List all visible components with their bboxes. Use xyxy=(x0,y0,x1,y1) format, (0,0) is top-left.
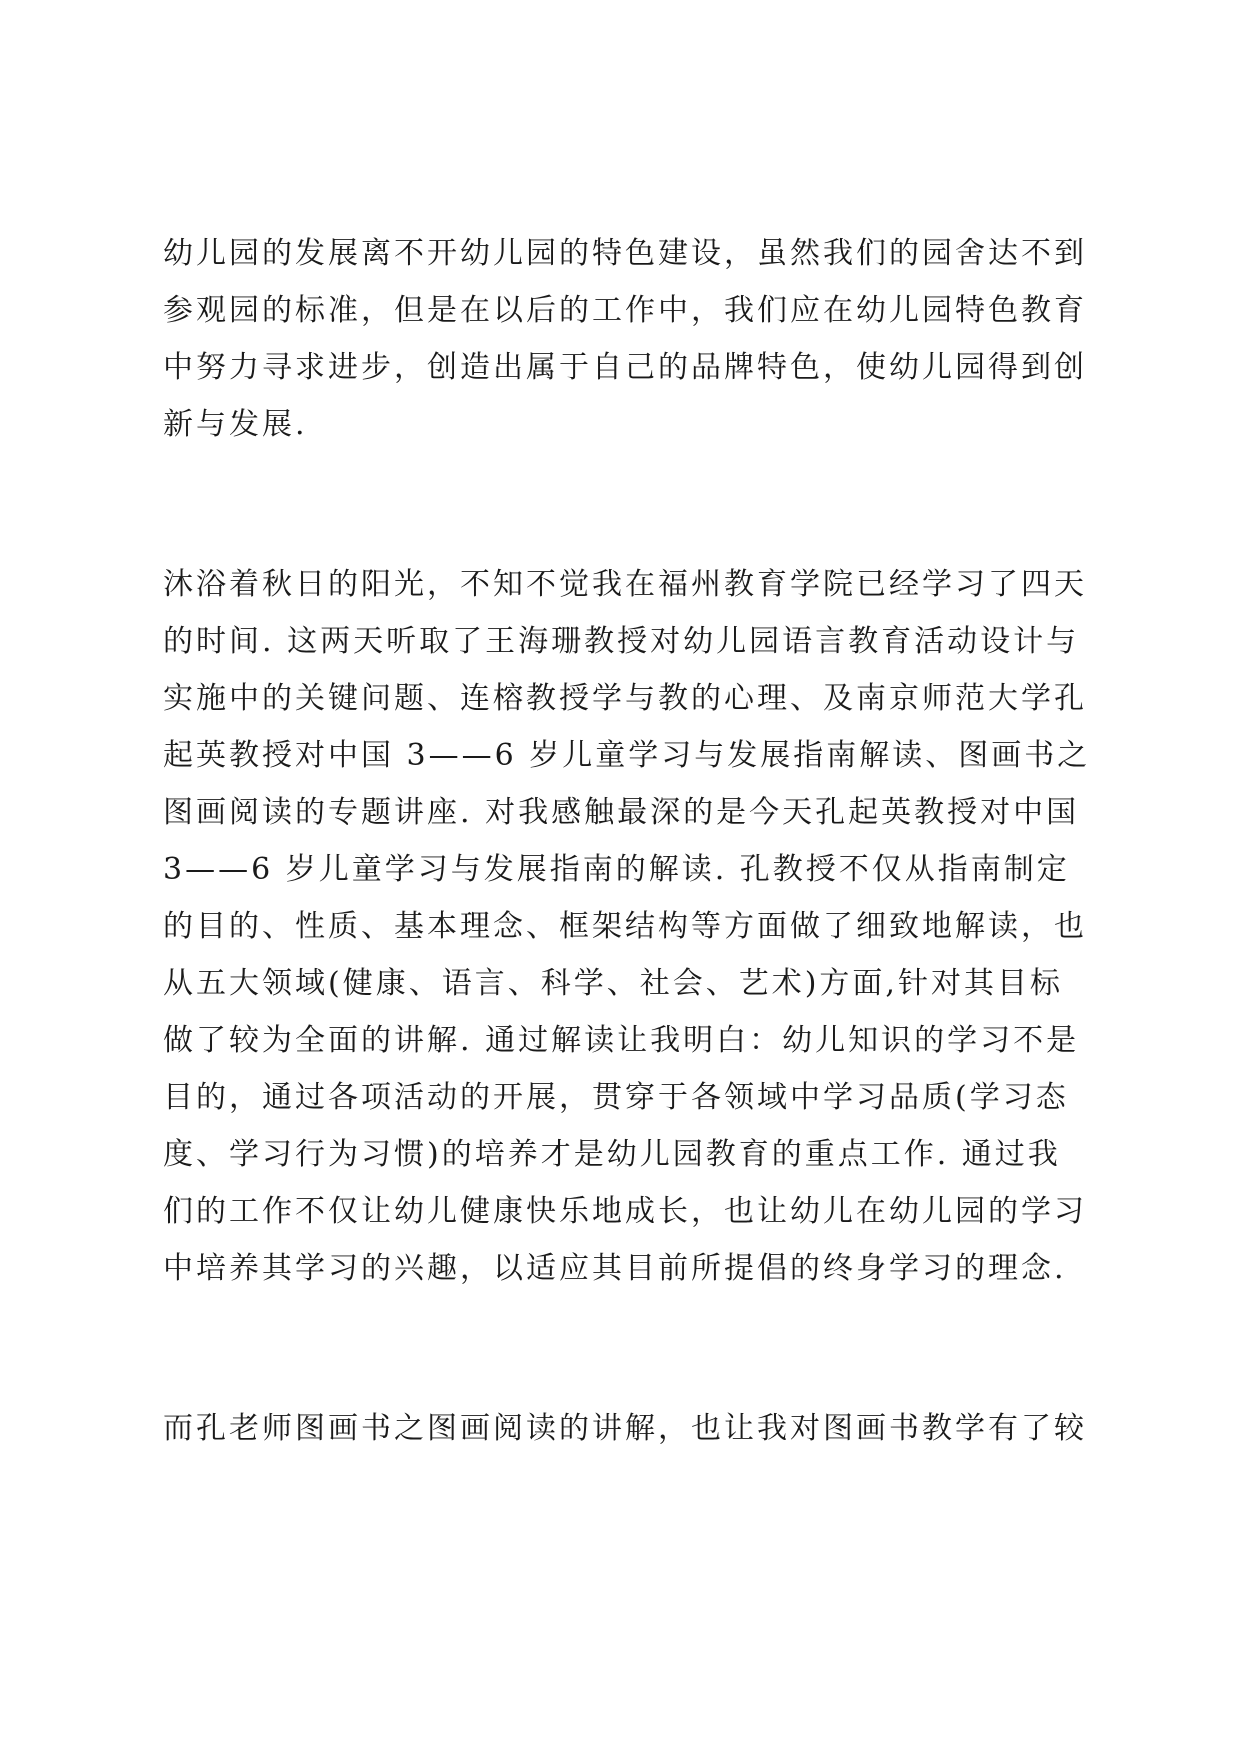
text-line: 3——6 岁儿童学习与发展指南的解读. 孔教授不仅从指南制定 xyxy=(163,852,1070,887)
text-line: 从五大领域(健康、语言、科学、社会、艺术)方面,针对其目标 xyxy=(163,966,1063,1001)
text-line: 新与发展. xyxy=(163,407,308,442)
text-line: 的目的、性质、基本理念、框架结构等方面做了细致地解读，也 xyxy=(163,909,1087,944)
text-line: 实施中的关键问题、连榕教授学与教的心理、及南京师范大学孔 xyxy=(163,681,1087,716)
text-line: 的时间. 这两天听取了王海珊教授对幼儿园语言教育活动设计与 xyxy=(163,624,1080,659)
text-line: 图画阅读的专题讲座. 对我感触最深的是今天孔起英教授对中国 xyxy=(163,795,1080,830)
paragraph-2 xyxy=(163,556,1093,1297)
paragraph-spacer xyxy=(163,453,1093,556)
text-line: 幼儿园的发展离不开幼儿园的特色建设，虽然我们的园舍达不到 xyxy=(163,236,1087,271)
paragraph-1 xyxy=(163,225,1093,453)
paragraph-spacer xyxy=(163,1297,1093,1400)
text-line: 起英教授对中国 3——6 岁儿童学习与发展指南解读、图画书之 xyxy=(163,738,1091,773)
text-line: 们的工作不仅让幼儿健康快乐地成长，也让幼儿在幼儿园的学习 xyxy=(163,1194,1087,1229)
paragraph-3 xyxy=(163,1400,1093,1457)
text-line: 做了较为全面的讲解. 通过解读让我明白：幼儿知识的学习不是 xyxy=(163,1023,1080,1058)
text-line: 中努力寻求进步，创造出属于自己的品牌特色，使幼儿园得到创 xyxy=(163,350,1087,385)
text-line: 参观园的标准，但是在以后的工作中，我们应在幼儿园特色教育 xyxy=(163,293,1087,328)
text-line: 中培养其学习的兴趣，以适应其目前所提倡的终身学习的理念. xyxy=(163,1251,1067,1286)
text-line: 而孔老师图画书之图画阅读的讲解，也让我对图画书教学有了较 xyxy=(163,1411,1087,1446)
text-line: 目的，通过各项活动的开展，贯穿于各领域中学习品质(学习态 xyxy=(163,1080,1069,1115)
document-body xyxy=(163,225,1093,1457)
text-line: 度、学习行为习惯)的培养才是幼儿园教育的重点工作. 通过我 xyxy=(163,1137,1061,1172)
text-line: 沐浴着秋日的阳光，不知不觉我在福州教育学院已经学习了四天 xyxy=(163,567,1087,602)
